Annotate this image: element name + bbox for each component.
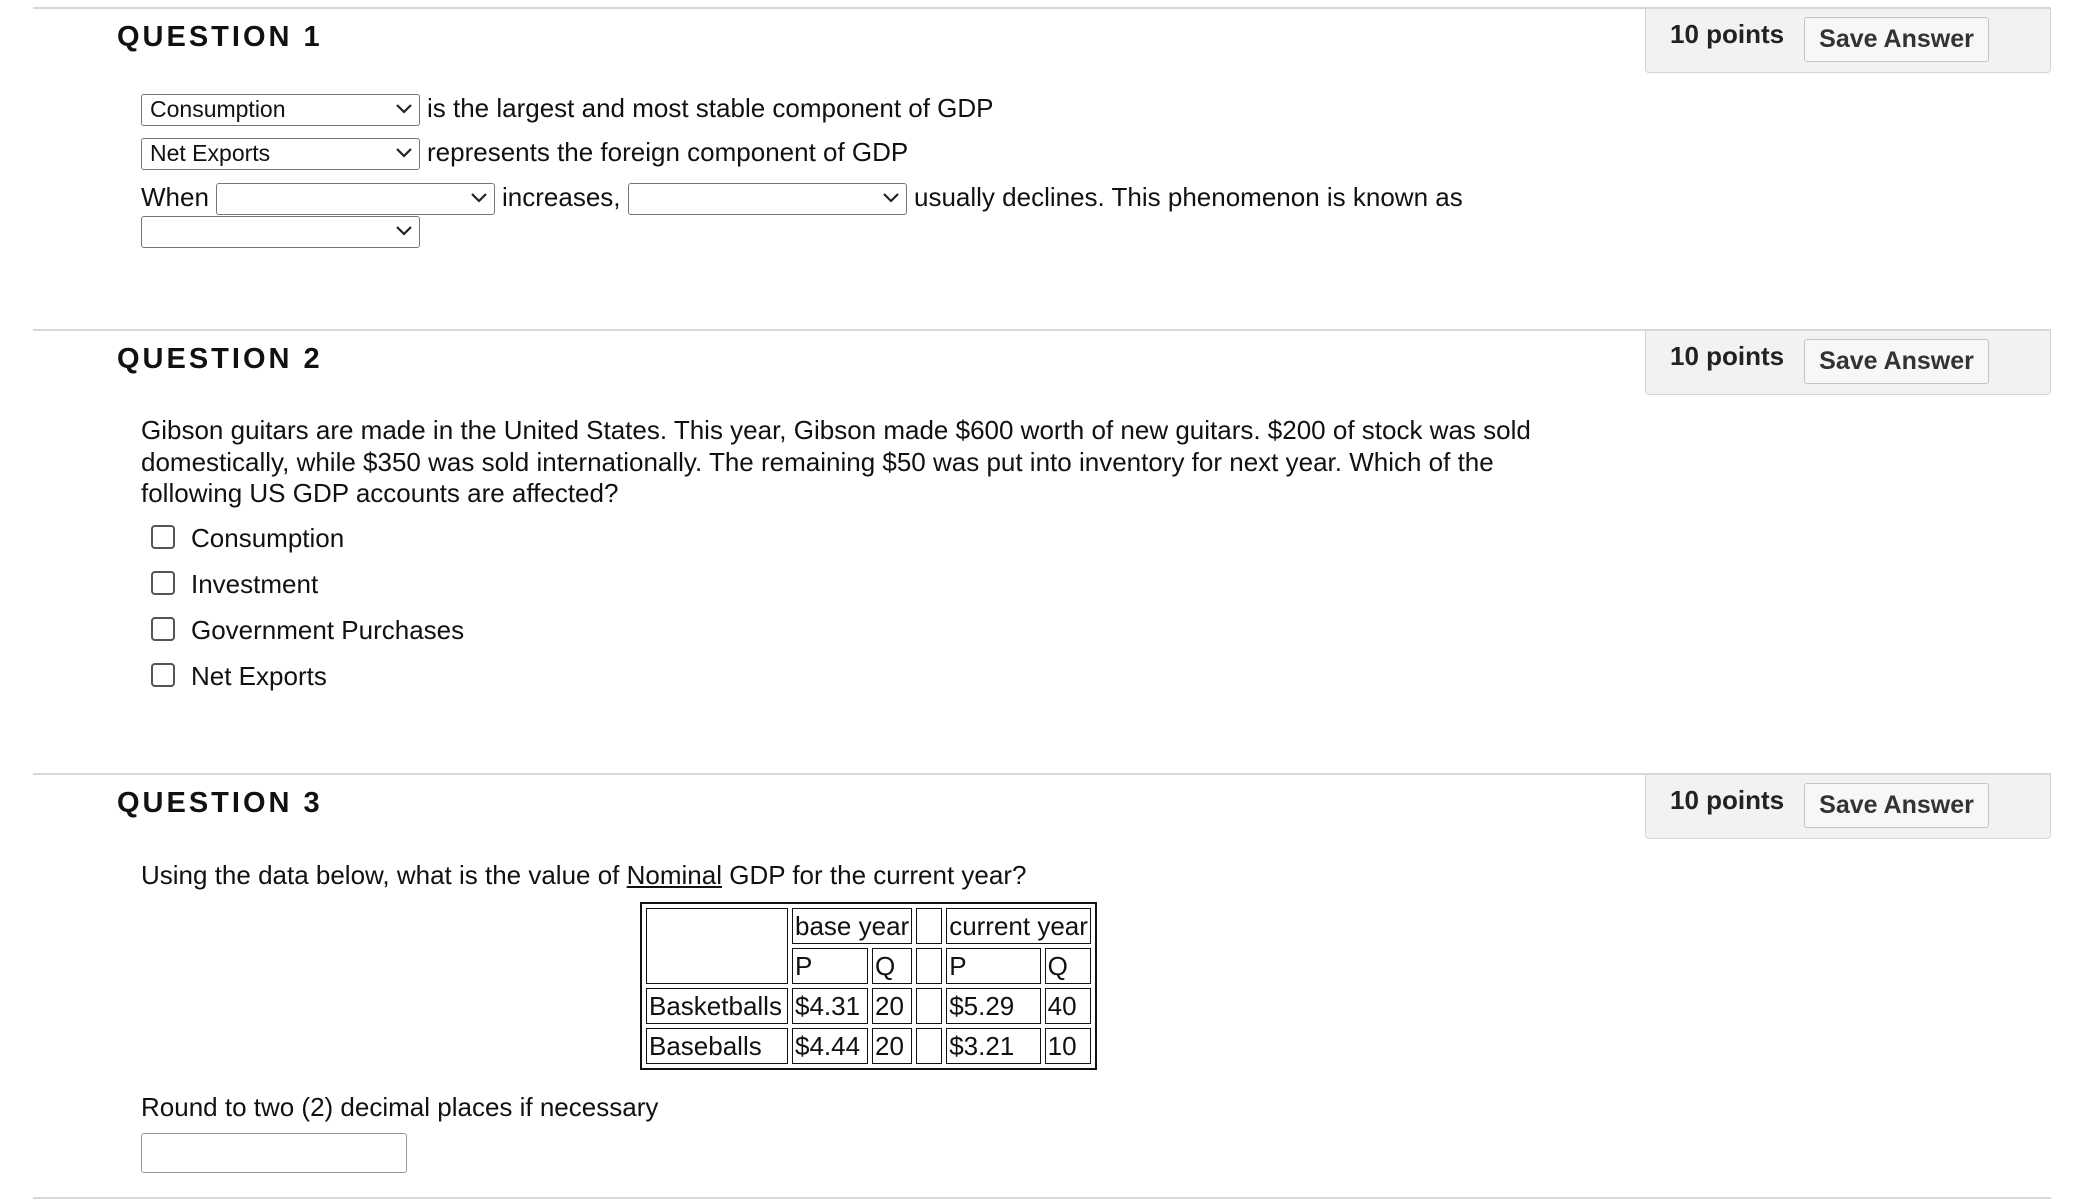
question-2-save-answer-button[interactable]: Save Answer [1804,339,1989,384]
table-row [646,988,1091,1024]
question-3-points-box [1645,775,2051,839]
q2-option-label: Government Purchases [191,615,465,645]
table-cell-base-p: $4.31 [792,988,868,1024]
table-spacer-cell [916,948,942,984]
question-1-points: 10 points [1670,19,1785,49]
chevron-down-icon [882,187,900,207]
question-3-save-answer-button[interactable]: Save Answer [1804,783,1989,828]
q1-text-foreign: represents the foreign component of GDP [427,137,909,167]
chevron-down-icon [395,220,413,240]
q3-prompt-post: GDP for the current year? [722,860,1027,890]
chevron-down-icon [470,187,488,207]
q1-dropdown-when[interactable] [216,183,495,215]
table-spacer-cell [916,988,942,1024]
table-subheader-p: P [946,948,1040,984]
chevron-down-icon [395,98,413,118]
q3-answer-input[interactable] [141,1133,407,1173]
question-2-points: 10 points [1670,341,1785,371]
question-1-title: QUESTION 1 [117,21,323,53]
table-cell-current-p: $5.29 [946,988,1040,1024]
q1-text-declines: usually declines. This phenomenon is known as [914,182,1463,212]
table-cell-base-q: 20 [872,988,912,1024]
q3-price-quantity-table [640,902,1097,1070]
table-cell-current-q: 10 [1045,1028,1091,1064]
table-corner-cell [646,908,788,984]
q1-dropdown-2-value: Net Exports [150,140,271,166]
q1-dropdown-phenomenon[interactable] [141,216,420,248]
table-cell-base-q: 20 [872,1028,912,1064]
q2-prompt: Gibson guitars are made in the United States. This year, Gibson made $600 worth of new guitars. $200 of stock was sold domestically, while $350 was sold internationally. The remaining $50 was put into inventory for next year. Which of the following US GDP accounts are affected? [141,415,1531,508]
q1-dropdown-declines[interactable] [628,183,907,215]
table-subheader-p: P [792,948,868,984]
q1-dropdown-foreign-component[interactable] [141,138,420,170]
q2-option-label: Investment [191,569,319,599]
table-header-base-year: base year [792,908,912,944]
q1-text-increases: increases, [502,182,621,212]
q2-option-label: Consumption [191,523,345,553]
checkbox[interactable] [151,617,175,641]
table-cell-current-p: $3.21 [946,1028,1040,1064]
table-spacer-cell [916,1028,942,1064]
table-cell-item: Basketballs [646,988,788,1024]
q3-prompt-pre: Using the data below, what is the value of [141,860,627,890]
table-cell-item: Baseballs [646,1028,788,1064]
checkbox[interactable] [151,571,175,595]
question-2-points-box [1645,331,2051,395]
checkbox[interactable] [151,525,175,549]
table-cell-base-p: $4.44 [792,1028,868,1064]
q2-option-label: Net Exports [191,661,327,691]
q1-dropdown-1-value: Consumption [150,96,286,122]
question-2-title: QUESTION 2 [117,343,323,375]
q3-round-note: Round to two (2) decimal places if necessary [141,1092,659,1122]
q1-text-when: When [141,182,209,212]
table-header-current-year: current year [946,908,1091,944]
bottom-divider [33,1197,2051,1199]
table-subheader-q: Q [872,948,912,984]
question-3-title: QUESTION 3 [117,787,323,819]
q1-text-largest: is the largest and most stable component of GDP [427,93,994,123]
question-1-save-answer-button[interactable]: Save Answer [1804,17,1989,62]
q3-prompt-nominal: Nominal [626,860,723,890]
chevron-down-icon [395,142,413,162]
table-cell-current-q: 40 [1045,988,1091,1024]
question-3-points: 10 points [1670,785,1785,815]
table-subheader-q: Q [1045,948,1091,984]
table-row [646,1028,1091,1064]
question-1-points-box [1645,9,2051,73]
table-spacer-cell [916,908,942,944]
table-header-row [646,908,1091,944]
q3-prompt [141,860,1026,891]
q1-dropdown-largest-component[interactable] [141,94,420,126]
checkbox[interactable] [151,663,175,687]
